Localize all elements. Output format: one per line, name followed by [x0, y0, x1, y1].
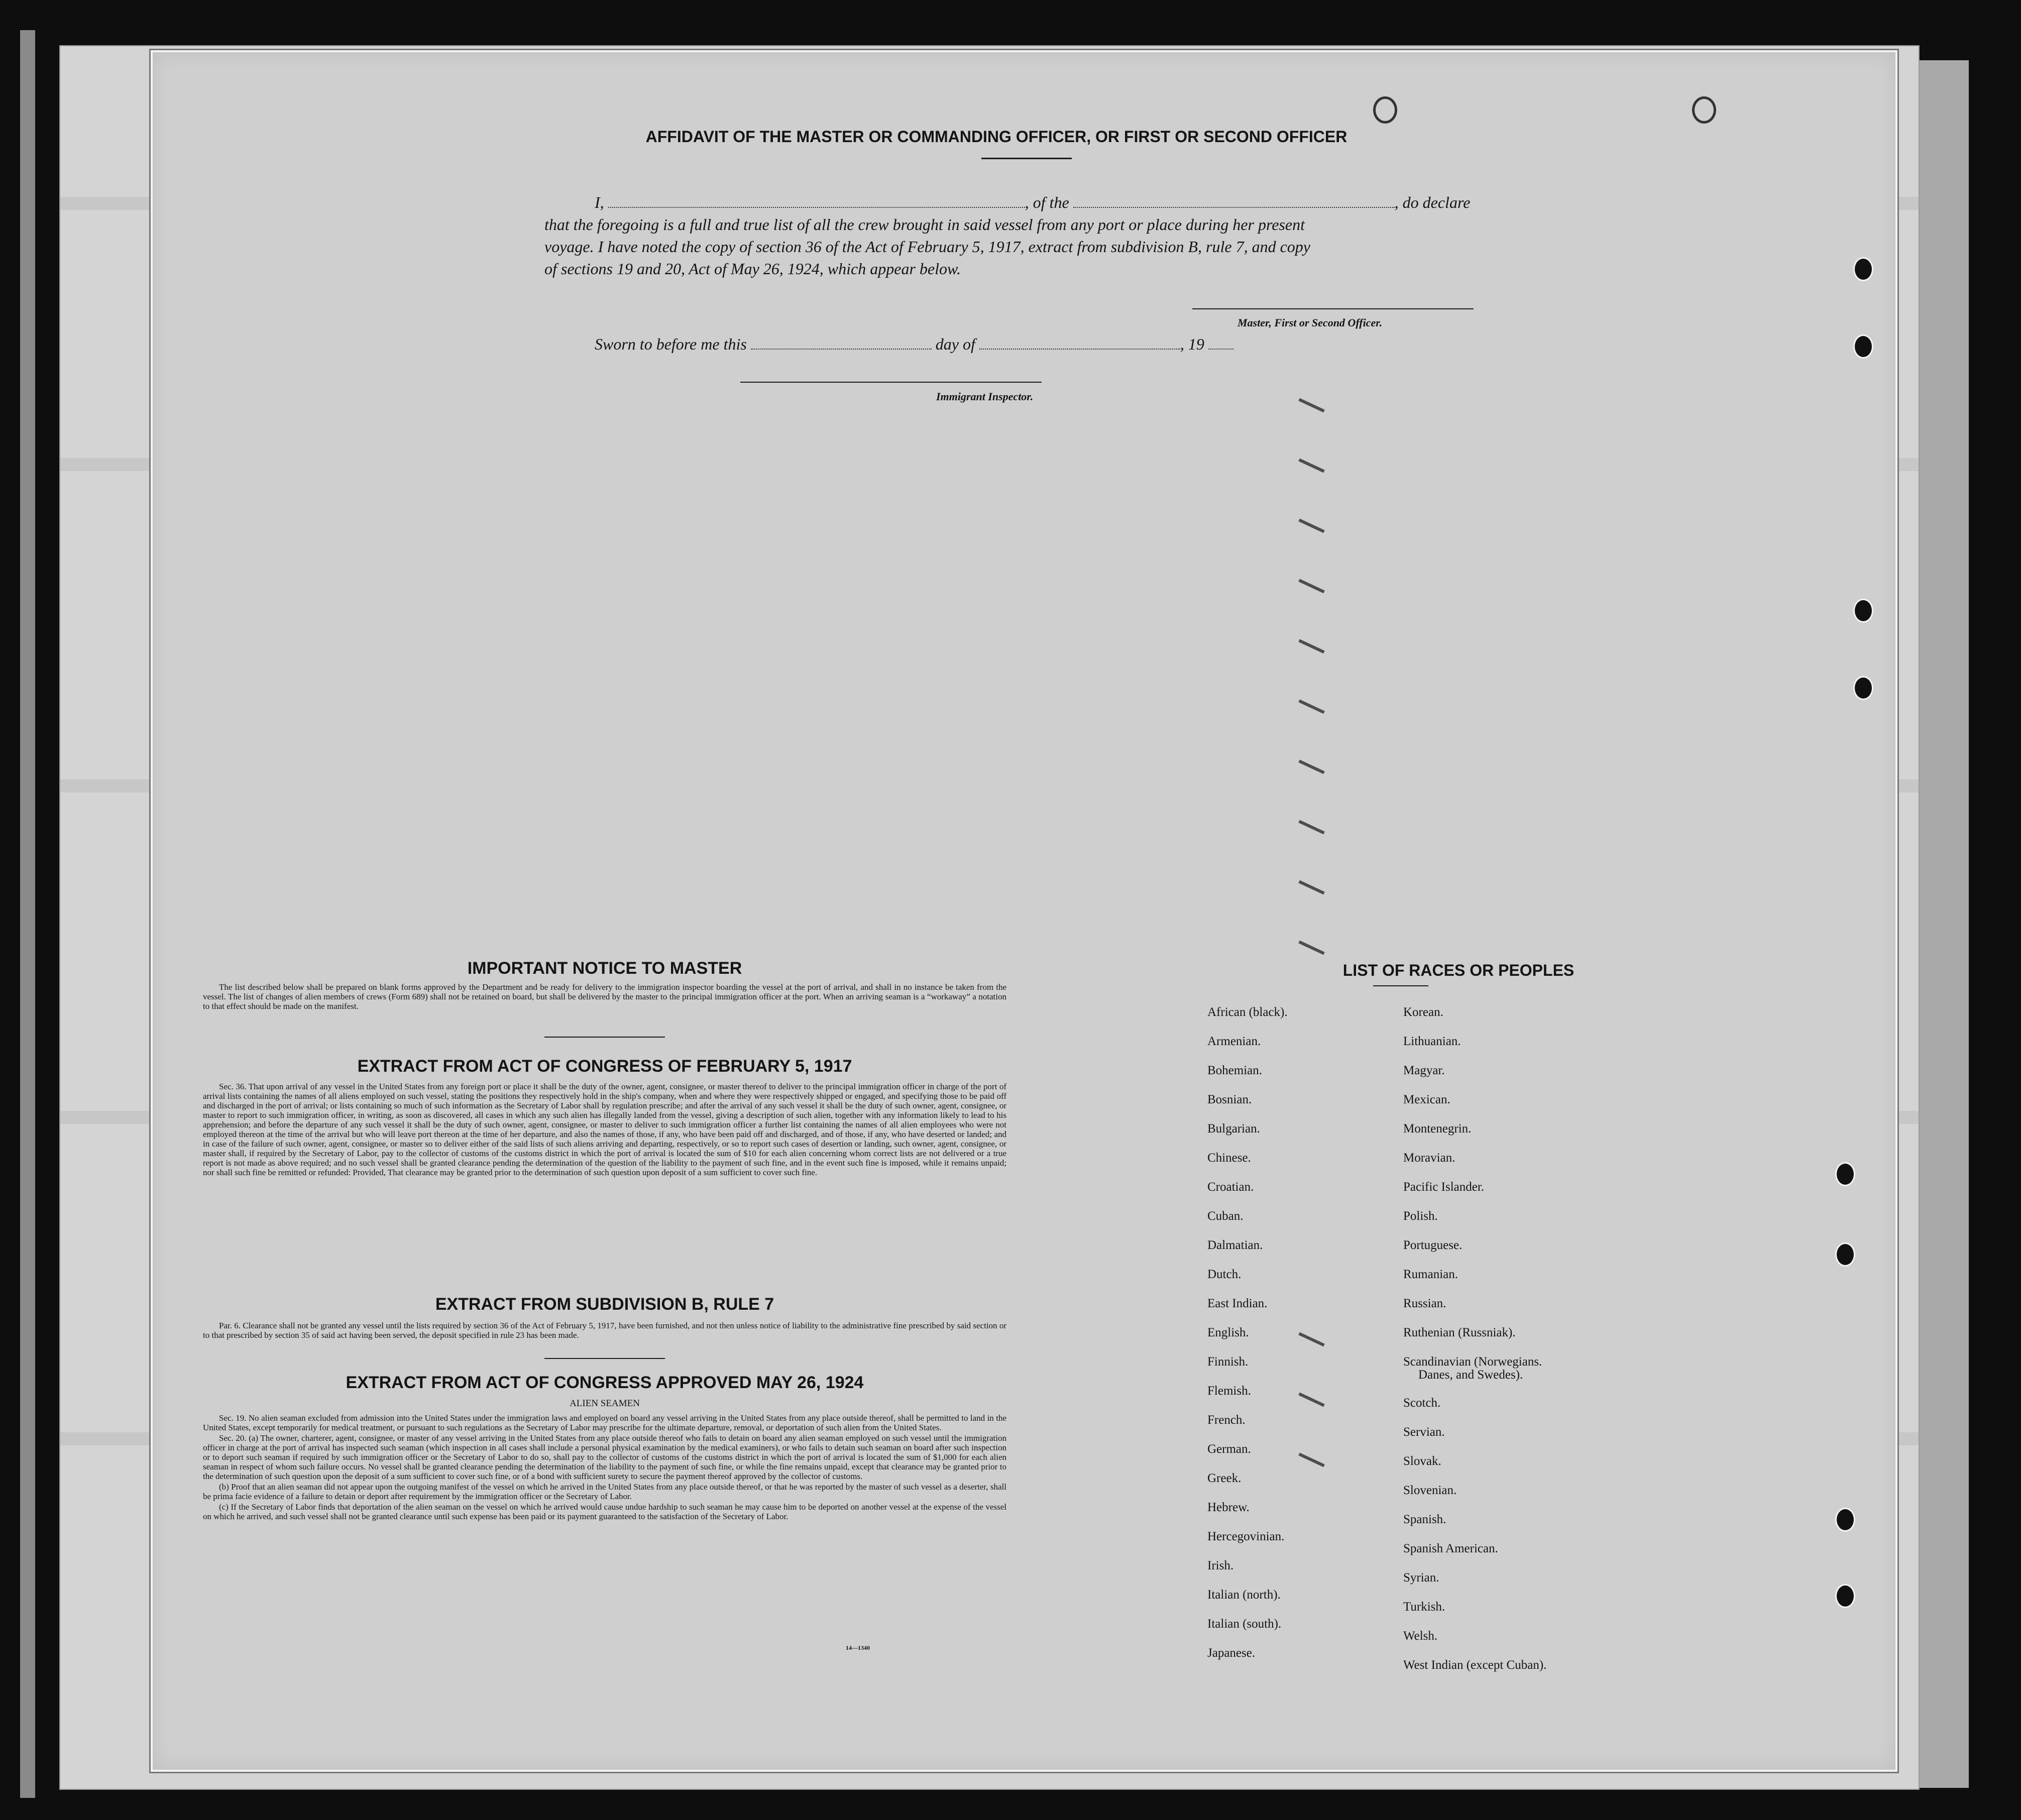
race-item-left: Bulgarian. — [1207, 1122, 1260, 1135]
sworn-year-field[interactable] — [1208, 334, 1233, 350]
pencil-mark — [1298, 941, 1324, 955]
race-item-left: Japanese. — [1207, 1646, 1256, 1660]
section-20c: (c) If the Secretary of Labor finds that deportation of the alien seaman on the vessel on which he arrived would cause undue hardship to such seaman he may cause him to be deported on another vessel at the expense of the vessel on which he arrived, and such vessel shall not be granted clearance until such expense has been paid or its payment guaranteed to the satisfaction of the Secretary of Labor. — [203, 1502, 1006, 1521]
race-item-right: Portuguese. — [1403, 1238, 1463, 1252]
punch-hole — [1835, 1242, 1855, 1267]
race-continuation: Danes, and Swedes). — [1418, 1368, 1523, 1382]
races-title: LIST OF RACES OR PEOPLES — [1342, 961, 1575, 979]
section-20a: Sec. 20. (a) The owner, charterer, agent, consignee, or master of any vessel arriving in the United States from any place outside thereof who fails to detain on board any alien seaman employed on such vessel until the immigration officer in charge at the port of arrival has inspected such seaman (which inspection in all cases shall include a personal physical examination by the medical examiners), or who fails to detain such seaman on board after such inspection or to deport such seaman if required by such immigration officer or the Secretary of Labor to do so, shall pay to the collector of customs of the customs district in which the port of arrival is located the sum of $1,000 for each alien seaman in respect of whom such failure occurs. No vessel shall be granted clearance pending the determination of the liability to the payment of such fine, or while the fine remains unpaid, except that clearance may be granted prior to the determination of such question upon the deposit of a sum sufficient to cover such fine, or of a bond with sufficient surety to secure the payment thereof approved by the collector of customs. — [203, 1433, 1006, 1481]
punch-hole — [1835, 1584, 1855, 1608]
affidavit-page — [151, 50, 1897, 1772]
race-item-left: Finnish. — [1207, 1355, 1249, 1369]
pencil-mark — [1298, 1332, 1324, 1347]
inspector-caption: Immigrant Inspector. — [936, 390, 1034, 403]
affidavit-title-rule — [981, 158, 1072, 159]
race-item-left: Armenian. — [1207, 1035, 1261, 1048]
race-item-right: Polish. — [1403, 1209, 1438, 1223]
pencil-mark — [1298, 820, 1324, 835]
races-title-rule — [1373, 985, 1428, 986]
race-item-left: Italian (south). — [1207, 1617, 1282, 1631]
race-item-right: Russian. — [1403, 1297, 1446, 1310]
race-item-right: Lithuanian. — [1403, 1035, 1461, 1048]
race-item-right: West Indian (except Cuban). — [1403, 1658, 1547, 1672]
race-item-right: Spanish American. — [1403, 1542, 1498, 1555]
pencil-mark — [1298, 880, 1324, 895]
sworn-line: Sworn to before me this day of , 19 — [595, 333, 1233, 355]
pencil-mark — [1298, 760, 1324, 774]
punch-hole — [1853, 599, 1873, 623]
affidavit-line-3: voyage. I have noted the copy of section 36 of the Act of February 5, 1917, extract from subdivision B, rule 7, and copy — [544, 238, 1310, 256]
sworn-month-field[interactable] — [979, 334, 1180, 350]
affidavit-line-1: I, , of the , do declare — [595, 193, 1471, 211]
punch-hole — [1853, 676, 1873, 700]
race-item-left: Italian (north). — [1207, 1588, 1281, 1602]
race-item-right: Syrian. — [1403, 1571, 1439, 1584]
race-item-left: German. — [1207, 1442, 1251, 1456]
extract-1924-body — [203, 1413, 1006, 1522]
race-item-left: Cuban. — [1207, 1209, 1244, 1223]
race-item-left: Chinese. — [1207, 1151, 1251, 1165]
notice-rule — [544, 1037, 665, 1038]
affidavit-line-2: that the foregoing is a full and true list of all the crew brought in said vessel from any port or place during her present — [544, 215, 1305, 234]
race-item-left: African (black). — [1207, 1005, 1288, 1019]
race-item-left: Greek. — [1207, 1471, 1242, 1485]
pencil-mark — [1298, 459, 1324, 473]
pencil-mark — [1298, 639, 1324, 654]
punch-hole — [1835, 1508, 1855, 1532]
extract-1924-subtitle: ALIEN SEAMEN — [570, 1398, 640, 1409]
officer-name-field[interactable] — [608, 193, 1025, 208]
race-item-right: Montenegrin. — [1403, 1122, 1472, 1135]
race-item-right: Servian. — [1403, 1425, 1445, 1439]
notice-body: The list described below shall be prepared on blank forms approved by the Department and be ready for delivery to the immigration inspector boarding the vessel at the port of arrival, and shall in no instance be taken from the vessel. The list of changes of alien members of crews (Form 689) shall not be retained on board, but shall be delivered by the master to the principal immigration officer at the port. When an arriving seaman is a “workaway” a notation to that effect should be made on the manifest. — [203, 982, 1006, 1011]
race-item-right: Moravian. — [1403, 1151, 1455, 1165]
pencil-mark — [1298, 519, 1324, 533]
punch-ring — [1373, 96, 1397, 124]
race-item-right: Turkish. — [1403, 1600, 1445, 1614]
race-item-right: Scandinavian (Norwegians. — [1403, 1355, 1542, 1369]
punch-hole — [1835, 1162, 1855, 1186]
race-item-left: Dalmatian. — [1207, 1238, 1263, 1252]
rule-7-body: Par. 6. Clearance shall not be granted any vessel until the lists required by section 36 of the Act of February 5, 1917, have been furnished, and not then unless notice of liability to the administrative fine prescribed by said section or to that prescribed by section 35 of said act having been served, the deposit specified in rule 23 has been made. — [203, 1321, 1006, 1340]
punch-hole — [1853, 257, 1873, 281]
race-item-right: Ruthenian (Russniak). — [1403, 1326, 1516, 1339]
vessel-name-field[interactable] — [1073, 193, 1395, 208]
pencil-mark — [1298, 1453, 1324, 1467]
race-item-left: Irish. — [1207, 1559, 1234, 1572]
rule-7-rule — [544, 1358, 665, 1359]
pencil-mark — [1298, 398, 1324, 413]
rule-7-title: EXTRACT FROM SUBDIVISION B, RULE 7 — [435, 1295, 774, 1314]
pencil-mark — [1298, 1393, 1324, 1407]
race-item-left: Dutch. — [1207, 1268, 1242, 1281]
punch-ring — [1692, 96, 1716, 124]
race-item-right: Rumanian. — [1403, 1268, 1458, 1281]
punch-hole — [1853, 334, 1873, 359]
extract-1917-body: Sec. 36. That upon arrival of any vessel in the United States from any foreign port or place it shall be the duty of the owner, agent, consignee, or master thereof to deliver to the principal immigration officer in charge of the port of arrival lists containing the names of all aliens employed on such vessel, stating the positions they respectively hold in the ship's company, when and where they were respectively shipped or engaged, and specifying those to be paid off and discharged in the port of arrival; or lists containing so much of such information as the Secretary of Labor shall by regulation prescribe; and after the arrival of any such vessel it shall be the duty of such owner, agent, consignee, or master to report to such immigration officer, in writing, as soon as discovered, all cases in which any such alien has illegally landed from the vessel, giving a description of such alien, together with any information likely to lead to his apprehension; and before the departure of any such vessel it shall be the duty of such owner, agent, consignee, or master to deliver to such immigration officer a further list containing the names of all alien employees who were not employed thereon at the time of the arrival but who will leave port thereon at the time of her departure, and also the names of those, if any, who have been paid off and discharged, and of those, if any, who have deserted or landed; and in case of the failure of such owner, agent, consignee, or master so to deliver either of the said lists of such aliens arriving and departing, respectively, or so to report such cases of desertion or landing, such owner, agent, consignee, or master shall, if required by the Secretary of Labor, pay to the collector of customs of the customs district in which the port of arrival is located the sum of $10 for each alien concerning whom correct lists are not delivered or a true report is not made as above required; and no such vessel shall be granted clearance pending the determination of the question of the liability to the payment of such fine, and in the event such fine is imposed, while it remains unpaid; nor shall such fine be remitted or refunded: Provided, That clearance may be granted prior to the determination of such question upon deposit of a sum sufficient to cover such fine. — [203, 1082, 1006, 1177]
extract-1917-title: EXTRACT FROM ACT OF CONGRESS OF FEBRUARY 5, 1917 — [357, 1057, 852, 1076]
race-item-left: Hercegovinian. — [1207, 1530, 1285, 1543]
race-item-right: Mexican. — [1403, 1093, 1450, 1106]
pencil-mark — [1298, 579, 1324, 594]
race-item-left: Flemish. — [1207, 1384, 1251, 1398]
race-item-left: French. — [1207, 1413, 1246, 1427]
race-item-left: Hebrew. — [1207, 1501, 1250, 1514]
section-19: Sec. 19. No alien seaman excluded from admission into the United States under the immigration laws and employed on board any vessel arriving in the United States from any place outside thereof, shall be permitted to land in the United States, except temporarily for medical treatment, or pursuant to such regulations as the Secretary of Labor may prescribe for the ultimate departure, removal, or deportation of such alien from the United States. — [203, 1413, 1006, 1432]
race-item-left: English. — [1207, 1326, 1249, 1339]
notice-title: IMPORTANT NOTICE TO MASTER — [467, 959, 742, 978]
affidavit-line-4: of sections 19 and 20, Act of May 26, 1924, which appear below. — [544, 260, 961, 278]
background-sheet-left-edge — [20, 30, 35, 1798]
form-number: 14—1340 — [846, 1644, 870, 1651]
race-item-left: Bosnian. — [1207, 1093, 1252, 1106]
pencil-mark — [1298, 700, 1324, 714]
race-item-left: East Indian. — [1207, 1297, 1268, 1310]
race-item-right: Korean. — [1403, 1005, 1443, 1019]
race-item-right: Magyar. — [1403, 1064, 1445, 1077]
race-item-right: Slovenian. — [1403, 1484, 1457, 1497]
extract-1924-title: EXTRACT FROM ACT OF CONGRESS APPROVED MAY 26, 1924 — [346, 1373, 864, 1392]
race-item-right: Welsh. — [1403, 1629, 1438, 1643]
inspector-signature-line[interactable] — [740, 382, 1042, 383]
affidavit-title: AFFIDAVIT OF THE MASTER OR COMMANDING OFFICER, OR FIRST OR SECOND OFFICER — [645, 128, 1348, 146]
master-signature-line[interactable] — [1192, 308, 1474, 309]
race-item-right: Pacific Islander. — [1403, 1180, 1485, 1194]
race-item-right: Scotch. — [1403, 1396, 1441, 1410]
master-signature-caption: Master, First or Second Officer. — [1238, 316, 1383, 329]
sworn-day-field[interactable] — [751, 334, 932, 350]
race-item-left: Bohemian. — [1207, 1064, 1263, 1077]
race-item-right: Slovak. — [1403, 1454, 1441, 1468]
race-item-right: Spanish. — [1403, 1513, 1446, 1526]
race-item-left: Croatian. — [1207, 1180, 1254, 1194]
section-20b: (b) Proof that an alien seaman did not appear upon the outgoing manifest of the vessel on which he arrived in the United States from any place outside thereof, or that he was reported by the master of such vessel as a deserter, shall be prima facie evidence of a failure to detain or deport after requirement by the immigration officer or the Secretary of Labor. — [203, 1482, 1006, 1501]
